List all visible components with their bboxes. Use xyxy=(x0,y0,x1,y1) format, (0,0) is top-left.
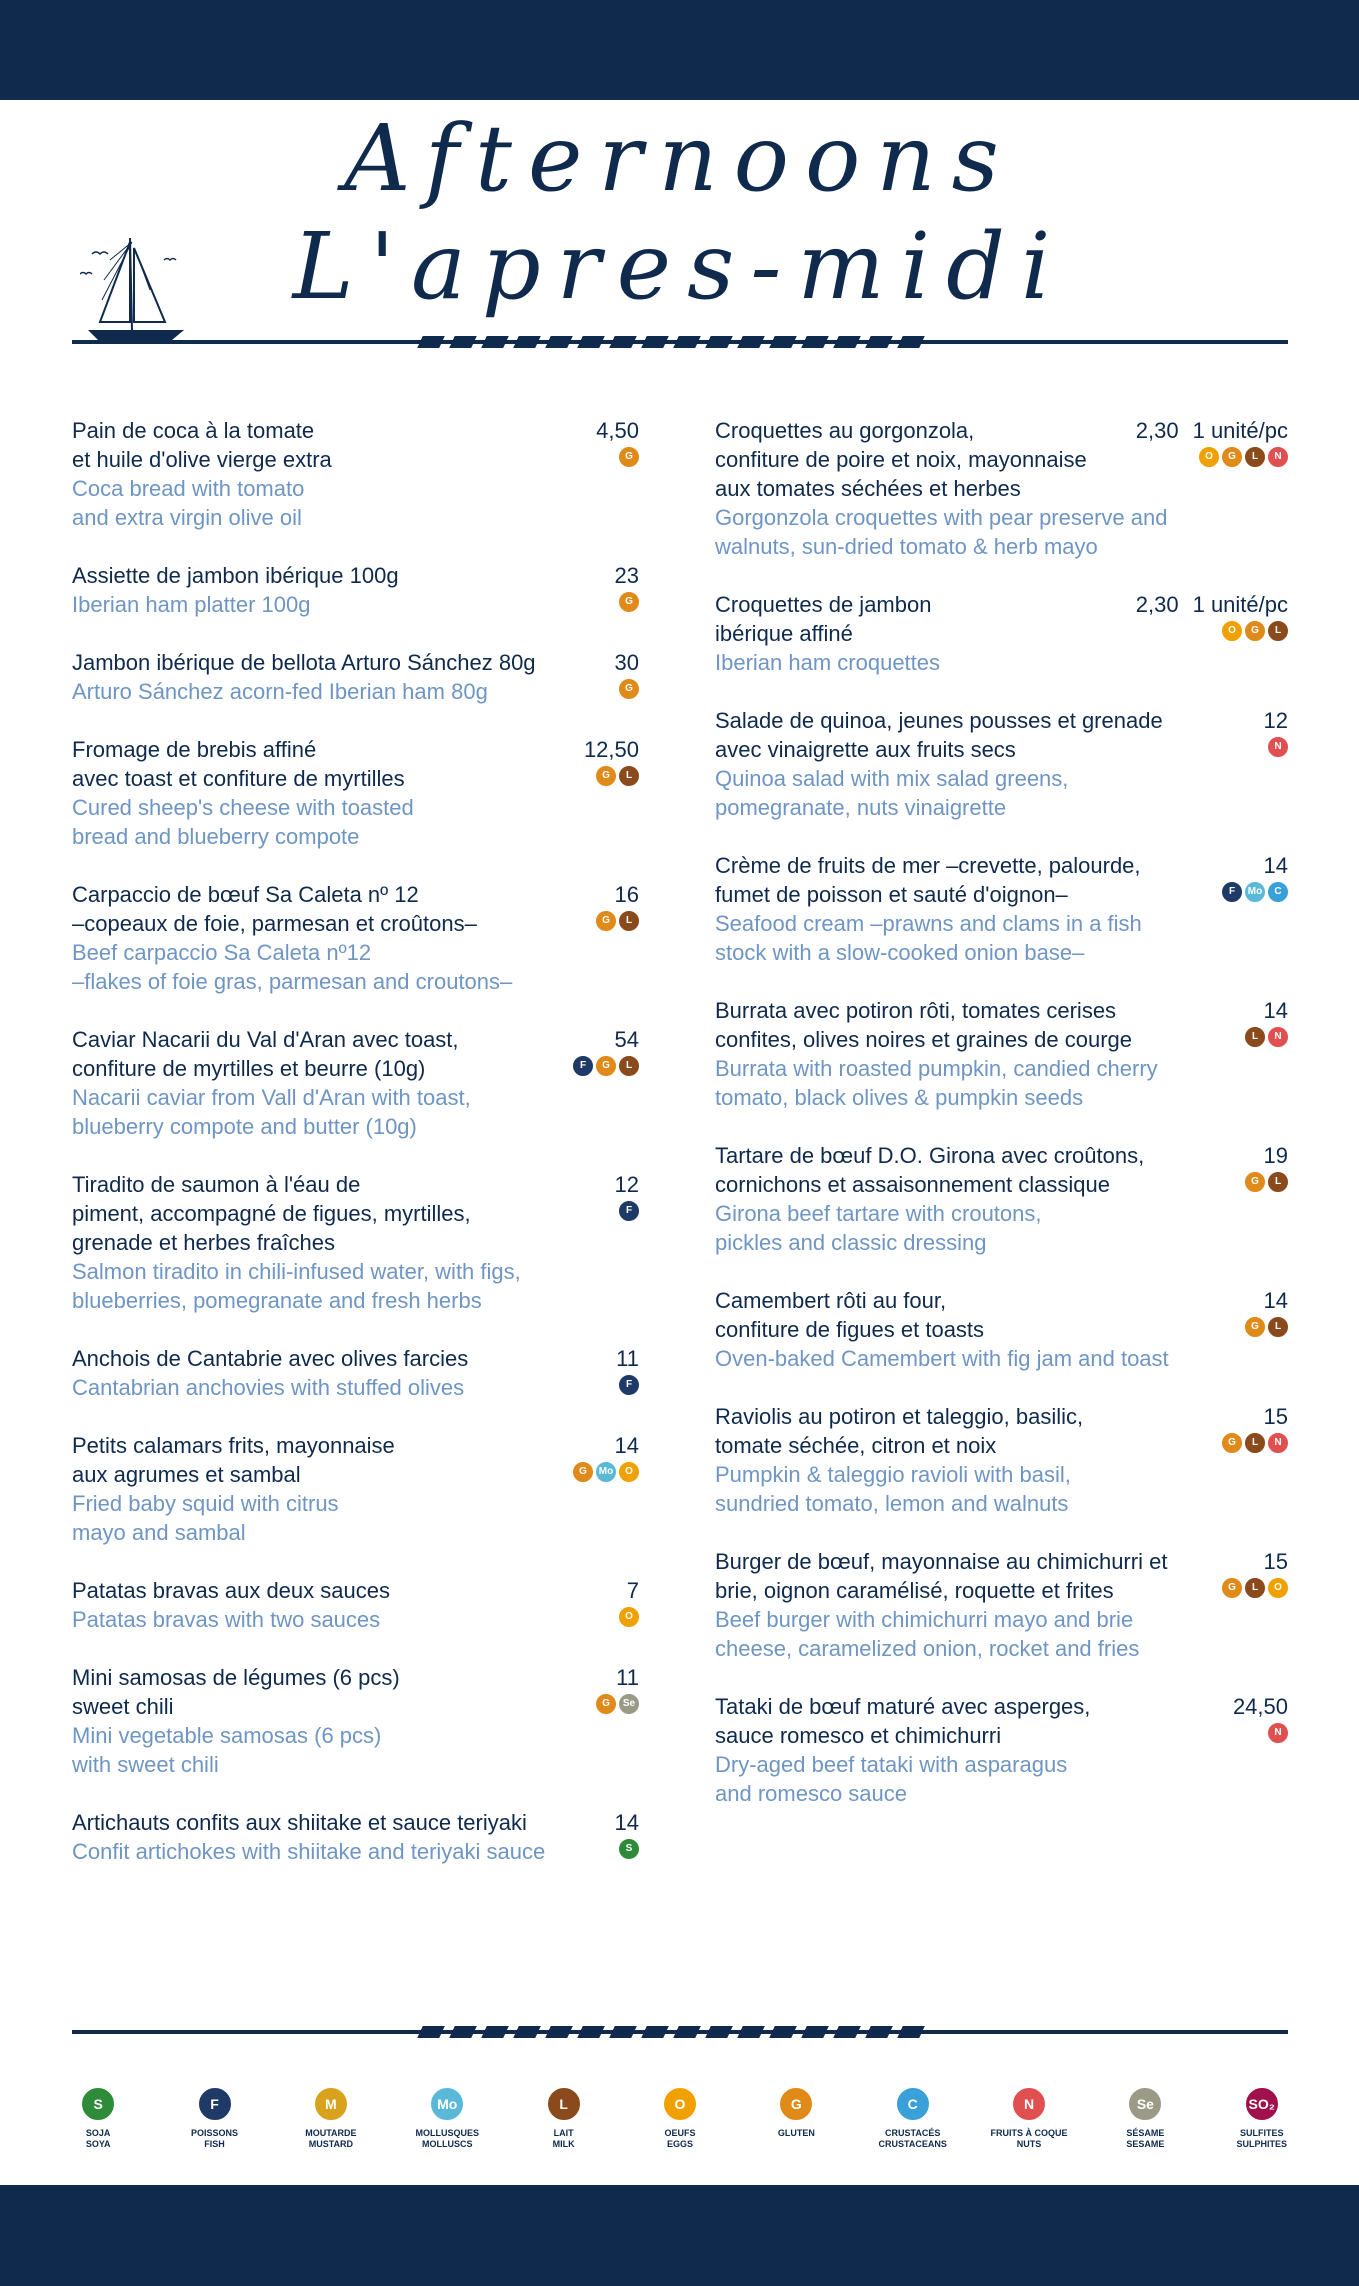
allergen-icons xyxy=(619,1201,639,1221)
menu-item xyxy=(72,561,639,619)
legend-item-mustard xyxy=(276,2088,386,2150)
fish-icon xyxy=(573,1056,593,1076)
menu-item xyxy=(72,1025,639,1141)
legend-label-en: EGGS xyxy=(666,2139,693,2149)
legend-item-sulphites xyxy=(1207,2088,1317,2150)
allergen-icons xyxy=(1245,1172,1288,1192)
menu-column-right xyxy=(715,416,1288,1837)
gluten-icon xyxy=(780,2088,812,2120)
dish-name-en: Iberian ham platter 100g xyxy=(72,592,311,617)
dish-price xyxy=(615,648,639,677)
sesame-icon xyxy=(1129,2088,1161,2120)
price-value: 16 xyxy=(614,882,639,907)
price-value: 23 xyxy=(614,563,639,588)
legend-label xyxy=(625,2128,735,2150)
egg-icon-glyph: O xyxy=(625,1466,633,1477)
dish-name-fr: Artichauts confits aux shiitake et sauce teriyaki xyxy=(72,1810,527,1835)
header-divider-dashes xyxy=(420,336,922,348)
gluten-icon xyxy=(573,1462,593,1482)
dish-price xyxy=(627,1576,639,1605)
price-value: 12 xyxy=(1263,708,1288,733)
dish-name-fr: Petits calamars frits, mayonnaise aux agrumes et sambal xyxy=(72,1433,395,1487)
legend-label-en: MILK xyxy=(552,2139,575,2149)
dish-name-fr: Anchois de Cantabrie avec olives farcies xyxy=(72,1346,469,1371)
price-unit: 1 unité/pc xyxy=(1192,592,1288,617)
dish-price xyxy=(1264,851,1288,880)
dish-name-en: Seafood cream –prawns and clams in a fish stock with a slow-cooked onion base– xyxy=(715,911,1142,965)
egg-icon xyxy=(1268,1578,1288,1598)
legend-item-nuts xyxy=(974,2088,1084,2150)
dish-price xyxy=(596,416,639,445)
gluten-icon-glyph: G xyxy=(1228,1582,1236,1593)
egg-icon-glyph: O xyxy=(674,2096,686,2112)
dish-name-fr: Assiette de jambon ibérique 100g xyxy=(72,563,399,588)
dish-price xyxy=(1264,1402,1288,1431)
menu-item xyxy=(715,1141,1288,1257)
mollusc-icon-glyph: Mo xyxy=(598,1466,614,1477)
menu-item xyxy=(72,648,639,706)
gluten-icon xyxy=(596,911,616,931)
legend-item-sesame xyxy=(1090,2088,1200,2150)
milk-icon-glyph: L xyxy=(1274,1321,1282,1332)
mollusc-icon-glyph: Mo xyxy=(1247,886,1263,897)
price-value: 14 xyxy=(614,1433,639,1458)
egg-icon-glyph: O xyxy=(625,1611,633,1622)
dish-name-fr: Jambon ibérique de bellota Arturo Sánchez 80g xyxy=(72,650,536,675)
legend-label-fr: SULFITES xyxy=(1240,2128,1284,2138)
dish-name-fr: Tartare de bœuf D.O. Girona avec croûtons, cornichons et assaisonnement classique xyxy=(715,1143,1145,1197)
milk-icon-glyph: L xyxy=(625,1060,633,1071)
fish-icon-glyph: F xyxy=(579,1060,587,1071)
menu-item xyxy=(72,1344,639,1402)
dish-name-en: Patatas bravas with two sauces xyxy=(72,1607,381,1632)
crustacean-icon xyxy=(1268,882,1288,902)
nut-icon xyxy=(1013,2088,1045,2120)
legend-label-fr: OEUFS xyxy=(664,2128,696,2138)
dish-name-fr: Salade de quinoa, jeunes pousses et grenade avec vinaigrette aux fruits secs xyxy=(715,708,1163,762)
egg-icon xyxy=(664,2088,696,2120)
dish-price xyxy=(1264,706,1288,735)
sulphite-icon xyxy=(1246,2088,1278,2120)
price-value: 54 xyxy=(614,1027,639,1052)
dish-name-en: Cantabrian anchovies with stuffed olives xyxy=(72,1375,465,1400)
gluten-icon-glyph: G xyxy=(625,596,633,607)
dish-name-en: Quinoa salad with mix salad greens, pomegranate, nuts vinaigrette xyxy=(715,766,1069,820)
legend-label xyxy=(741,2128,851,2139)
fish-icon xyxy=(619,1201,639,1221)
gluten-icon xyxy=(1222,447,1242,467)
legend-label-en: FISH xyxy=(204,2139,225,2149)
legend-label-en: NUTS xyxy=(1016,2139,1042,2149)
dish-price xyxy=(615,561,639,590)
menu-item xyxy=(715,996,1288,1112)
fish-icon-glyph: F xyxy=(1228,886,1236,897)
gluten-icon xyxy=(1222,1578,1242,1598)
dish-name-fr: Burrata avec potiron rôti, tomates cerises confites, olives noires et graines de courge xyxy=(715,998,1133,1052)
price-value: 30 xyxy=(614,650,639,675)
price-value: 2,30 xyxy=(1135,592,1179,617)
dish-name-fr: Carpaccio de bœuf Sa Caleta nº 12 –copeaux de foie, parmesan et croûtons– xyxy=(72,882,477,936)
fish-icon-glyph: F xyxy=(625,1205,633,1216)
milk-icon-glyph: L xyxy=(625,915,633,926)
milk-icon xyxy=(619,766,639,786)
gluten-icon xyxy=(596,766,616,786)
legend-label xyxy=(1090,2128,1200,2150)
milk-icon xyxy=(1245,1578,1265,1598)
egg-icon xyxy=(1222,621,1242,641)
legend-label xyxy=(160,2128,270,2150)
price-value: 15 xyxy=(1263,1549,1288,1574)
allergen-legend xyxy=(40,2088,1320,2150)
dish-name-en: Cured sheep's cheese with toasted bread and blueberry compote xyxy=(72,795,414,849)
price-value: 14 xyxy=(1263,853,1288,878)
menu-item xyxy=(715,590,1288,677)
dish-price xyxy=(1136,590,1288,619)
price-value: 11 xyxy=(616,1346,639,1371)
legend-label-fr: POISSONS xyxy=(191,2128,239,2138)
gluten-icon-glyph: G xyxy=(625,451,633,462)
dish-name-en: Oven-baked Camembert with fig jam and toast xyxy=(715,1346,1169,1371)
dish-price xyxy=(1264,996,1288,1025)
dish-price xyxy=(615,880,639,909)
gluten-icon-glyph: G xyxy=(1251,1176,1259,1187)
soy-icon xyxy=(82,2088,114,2120)
soy-icon-glyph: S xyxy=(93,2096,103,2112)
menu-item xyxy=(72,1663,639,1779)
dish-price xyxy=(1233,1692,1288,1721)
allergen-icons xyxy=(1222,1433,1288,1453)
fish-icon-glyph: F xyxy=(625,1379,633,1390)
price-value: 4,50 xyxy=(596,418,639,443)
soy-icon xyxy=(619,1839,639,1859)
menu-column-left xyxy=(72,416,639,1895)
sesame-icon-glyph: Se xyxy=(622,1698,636,1709)
price-value: 12,50 xyxy=(583,737,639,762)
menu-item xyxy=(72,1170,639,1315)
mollusc-icon xyxy=(1245,882,1265,902)
nut-icon xyxy=(1268,1723,1288,1743)
gluten-icon xyxy=(1245,1172,1265,1192)
legend-label-en: SULPHITES xyxy=(1236,2139,1288,2149)
price-value: 24,50 xyxy=(1232,1694,1288,1719)
fish-icon xyxy=(1222,882,1242,902)
allergen-icons xyxy=(1268,1723,1288,1743)
milk-icon xyxy=(619,1056,639,1076)
allergen-icons xyxy=(619,592,639,612)
legend-label-fr: MOLLUSQUES xyxy=(415,2128,479,2138)
milk-icon-glyph: L xyxy=(1274,625,1282,636)
egg-icon xyxy=(1199,447,1219,467)
allergen-icons xyxy=(573,1462,639,1482)
dish-price xyxy=(1136,416,1288,445)
menu-item xyxy=(72,1808,639,1866)
legend-item-eggs xyxy=(625,2088,735,2150)
dish-name-fr: Caviar Nacarii du Val d'Aran avec toast, confiture de myrtilles et beurre (10g) xyxy=(72,1027,459,1081)
dish-name-fr: Fromage de brebis affiné avec toast et confiture de myrtilles xyxy=(72,737,405,791)
price-value: 11 xyxy=(616,1665,639,1690)
dish-price xyxy=(1264,1141,1288,1170)
dish-name-en: Dry-aged beef tataki with asparagus and romesco sauce xyxy=(715,1752,1068,1806)
legend-label-fr: SOJA xyxy=(85,2128,111,2138)
milk-icon-glyph: L xyxy=(1251,451,1259,462)
mustard-icon-glyph: M xyxy=(325,2096,337,2112)
allergen-icons xyxy=(1222,882,1288,902)
dish-price xyxy=(616,1344,639,1373)
gluten-icon xyxy=(1245,1317,1265,1337)
legend-label xyxy=(276,2128,386,2150)
legend-label xyxy=(43,2128,153,2150)
dish-name-en: Confit artichokes with shiitake and teriyaki sauce xyxy=(72,1839,546,1864)
milk-icon-glyph: L xyxy=(1251,1582,1259,1593)
gluten-icon-glyph: G xyxy=(579,1466,587,1477)
dish-name-fr: Burger de bœuf, mayonnaise au chimichurri et brie, oignon caramélisé, roquette et frites xyxy=(715,1549,1168,1603)
gluten-icon-glyph: G xyxy=(602,915,610,926)
legend-item-gluten xyxy=(741,2088,851,2150)
milk-icon-glyph: L xyxy=(1251,1437,1259,1448)
egg-icon-glyph: O xyxy=(1205,451,1213,462)
milk-icon xyxy=(1268,621,1288,641)
gluten-icon xyxy=(1245,621,1265,641)
nut-icon-glyph: N xyxy=(1023,2096,1035,2112)
gluten-icon-glyph: G xyxy=(602,1060,610,1071)
legend-label xyxy=(974,2128,1084,2150)
dish-name-en: Arturo Sánchez acorn-fed Iberian ham 80g xyxy=(72,679,488,704)
egg-icon-glyph: O xyxy=(1274,1582,1282,1593)
dish-price xyxy=(1264,1286,1288,1315)
menu-title xyxy=(0,105,1359,321)
dish-name-fr: Croquettes de jambon ibérique affiné xyxy=(715,592,932,646)
dish-price xyxy=(615,1431,639,1460)
menu-item xyxy=(72,735,639,851)
nut-icon-glyph: N xyxy=(1274,1031,1282,1042)
allergen-icons xyxy=(1222,1578,1288,1598)
milk-icon xyxy=(548,2088,580,2120)
milk-icon xyxy=(1268,1317,1288,1337)
dish-name-fr: Crème de fruits de mer –crevette, palourde, fumet de poisson et sauté d'oignon– xyxy=(715,853,1141,907)
allergen-icons xyxy=(619,1375,639,1395)
gluten-icon xyxy=(619,447,639,467)
gluten-icon-glyph: G xyxy=(625,683,633,694)
menu-item xyxy=(72,416,639,532)
price-value: 15 xyxy=(1263,1404,1288,1429)
dish-name-en: Beef carpaccio Sa Caleta nº12 –flakes of foie gras, parmesan and croutons– xyxy=(72,940,513,994)
legend-label-en: MOLLUSCS xyxy=(422,2139,473,2149)
milk-icon-glyph: L xyxy=(1274,1176,1282,1187)
milk-icon xyxy=(1245,1433,1265,1453)
menu-item xyxy=(715,851,1288,967)
dish-name-fr: Patatas bravas aux deux sauces xyxy=(72,1578,390,1603)
egg-icon xyxy=(619,1462,639,1482)
menu-item xyxy=(715,706,1288,822)
nut-icon xyxy=(1268,1433,1288,1453)
dish-name-en: Pumpkin & taleggio ravioli with basil, sundried tomato, lemon and walnuts xyxy=(715,1462,1071,1516)
top-band xyxy=(0,0,1359,100)
dish-price xyxy=(615,1170,639,1199)
mollusc-icon xyxy=(431,2088,463,2120)
mollusc-icon-glyph: Mo xyxy=(437,2096,458,2112)
nut-icon-glyph: N xyxy=(1274,1727,1282,1738)
price-value: 2,30 xyxy=(1135,418,1179,443)
legend-item-molluscs xyxy=(392,2088,502,2150)
nut-icon-glyph: N xyxy=(1274,451,1282,462)
dish-name-en: Iberian ham croquettes xyxy=(715,650,941,675)
price-value: 19 xyxy=(1263,1143,1288,1168)
dish-name-fr: Raviolis au potiron et taleggio, basilic, tomate séchée, citron et noix xyxy=(715,1404,1084,1458)
title-english: Afternoons xyxy=(344,105,1015,212)
milk-icon xyxy=(1245,447,1265,467)
legend-item-soy xyxy=(43,2088,153,2150)
dish-name-fr: Tiradito de saumon à l'éau de piment, accompagné de figues, myrtilles, grenade et herbes fraîches xyxy=(72,1172,471,1255)
gluten-icon-glyph: G xyxy=(602,770,610,781)
legend-item-fish xyxy=(160,2088,270,2150)
menu-item xyxy=(715,416,1288,561)
crustacean-icon xyxy=(897,2088,929,2120)
dish-name-en: Mini vegetable samosas (6 pcs) with sweet chili xyxy=(72,1723,382,1777)
legend-label-fr: LAIT xyxy=(553,2128,574,2138)
dish-name-en: Salmon tiradito in chili-infused water, with figs, blueberries, pomegranate and fresh herbs xyxy=(72,1259,521,1313)
allergen-icons xyxy=(619,447,639,467)
legend-item-crustaceans xyxy=(858,2088,968,2150)
dish-price xyxy=(616,1663,639,1692)
legend-label xyxy=(392,2128,502,2150)
legend-label xyxy=(509,2128,619,2150)
sesame-icon-glyph: Se xyxy=(1136,2096,1154,2112)
egg-icon xyxy=(619,1607,639,1627)
nut-icon xyxy=(1268,1027,1288,1047)
menu-item xyxy=(72,880,639,996)
fish-icon xyxy=(199,2088,231,2120)
legend-label xyxy=(1207,2128,1317,2150)
price-value: 14 xyxy=(614,1810,639,1835)
allergen-icons xyxy=(1268,737,1288,757)
sesame-icon xyxy=(619,1694,639,1714)
dish-price xyxy=(584,735,639,764)
menu-item xyxy=(72,1431,639,1547)
egg-icon-glyph: O xyxy=(1228,625,1236,636)
dish-name-en: Burrata with roasted pumpkin, candied cherry tomato, black olives & pumpkin seeds xyxy=(715,1056,1158,1110)
legend-label-fr: GLUTEN xyxy=(777,2128,815,2138)
crustacean-icon-glyph: C xyxy=(1274,886,1282,897)
nut-icon-glyph: N xyxy=(1274,741,1282,752)
fish-icon-glyph: F xyxy=(210,2096,219,2112)
legend-label-en: MUSTARD xyxy=(308,2139,354,2149)
gluten-icon xyxy=(596,1694,616,1714)
crustacean-icon-glyph: C xyxy=(907,2096,918,2112)
gluten-icon-glyph: G xyxy=(1228,451,1236,462)
milk-icon-glyph: L xyxy=(559,2096,568,2112)
fish-icon xyxy=(619,1375,639,1395)
dish-name-fr: Tataki de bœuf maturé avec asperges, sauce romesco et chimichurri xyxy=(715,1694,1091,1748)
allergen-icons xyxy=(573,1056,639,1076)
milk-icon xyxy=(619,911,639,931)
dish-name-fr: Pain de coca à la tomate et huile d'olive vierge extra xyxy=(72,418,332,472)
legend-label-fr: MOUTARDE xyxy=(305,2128,357,2138)
allergen-icons xyxy=(596,766,639,786)
allergen-icons xyxy=(596,911,639,931)
gluten-icon xyxy=(619,592,639,612)
footer-divider-dashes xyxy=(420,2026,922,2038)
price-value: 14 xyxy=(1263,1288,1288,1313)
gluten-icon xyxy=(1222,1433,1242,1453)
gluten-icon-glyph: G xyxy=(1251,1321,1259,1332)
legend-label-fr: CRUSTACÉS xyxy=(885,2128,941,2138)
gluten-icon-glyph: G xyxy=(602,1698,610,1709)
dish-name-fr: Croquettes au gorgonzola, confiture de poire et noix, mayonnaise aux tomates séchées et herbes xyxy=(715,418,1087,501)
milk-icon-glyph: L xyxy=(1251,1031,1259,1042)
legend-label-fr: SÉSAME xyxy=(1126,2128,1165,2138)
allergen-icons xyxy=(1245,1317,1288,1337)
menu-item xyxy=(715,1692,1288,1808)
title-french: L'apres-midi xyxy=(292,213,1067,320)
legend-label-en: SESAME xyxy=(1126,2139,1165,2149)
allergen-icons xyxy=(1199,447,1288,467)
soy-icon-glyph: S xyxy=(625,1843,633,1854)
dish-name-en: Coca bread with tomato and extra virgin olive oil xyxy=(72,476,305,530)
allergen-icons xyxy=(619,679,639,699)
menu-item xyxy=(715,1286,1288,1373)
dish-price xyxy=(615,1025,639,1054)
milk-icon xyxy=(1245,1027,1265,1047)
allergen-icons xyxy=(1222,621,1288,641)
nut-icon xyxy=(1268,737,1288,757)
milk-icon-glyph: L xyxy=(625,770,633,781)
dish-name-fr: Camembert rôti au four, confiture de figues et toasts xyxy=(715,1288,985,1342)
milk-icon xyxy=(1268,1172,1288,1192)
dish-name-en: Nacarii caviar from Vall d'Aran with toast, blueberry compote and butter (10g) xyxy=(72,1085,471,1139)
mustard-icon xyxy=(315,2088,347,2120)
dish-price xyxy=(1264,1547,1288,1576)
gluten-icon-glyph: G xyxy=(1228,1437,1236,1448)
dish-price xyxy=(615,1808,639,1837)
legend-label-en: CRUSTACEANS xyxy=(878,2139,947,2149)
dish-name-fr: Mini samosas de légumes (6 pcs) sweet chili xyxy=(72,1665,400,1719)
menu-item xyxy=(715,1547,1288,1663)
gluten-icon xyxy=(619,679,639,699)
price-value: 12 xyxy=(614,1172,639,1197)
dish-name-en: Fried baby squid with citrus mayo and sambal xyxy=(72,1491,339,1545)
menu-item xyxy=(715,1402,1288,1518)
legend-label-en: SOYA xyxy=(85,2139,111,2149)
allergen-icons xyxy=(619,1607,639,1627)
gluten-icon-glyph: G xyxy=(790,2096,802,2112)
gluten-icon-glyph: G xyxy=(1251,625,1259,636)
price-value: 14 xyxy=(1263,998,1288,1023)
dish-name-en: Gorgonzola croquettes with pear preserve and walnuts, sun-dried tomato & herb mayo xyxy=(715,505,1168,559)
nut-icon-glyph: N xyxy=(1274,1437,1282,1448)
legend-label xyxy=(858,2128,968,2150)
price-unit: 1 unité/pc xyxy=(1192,418,1288,443)
allergen-icons xyxy=(596,1694,639,1714)
legend-item-milk xyxy=(509,2088,619,2150)
dish-name-en: Girona beef tartare with croutons, pickles and classic dressing xyxy=(715,1201,1042,1255)
sulphite-icon-glyph: SO₂ xyxy=(1248,2096,1275,2112)
legend-label-fr: FRUITS À COQUE xyxy=(990,2128,1068,2138)
allergen-icons xyxy=(619,1839,639,1859)
mollusc-icon xyxy=(596,1462,616,1482)
menu-item xyxy=(72,1576,639,1634)
bottom-band xyxy=(0,2185,1359,2286)
price-value: 7 xyxy=(626,1578,639,1603)
sailboat-icon xyxy=(80,230,200,350)
allergen-icons xyxy=(1245,1027,1288,1047)
nut-icon xyxy=(1268,447,1288,467)
dish-name-en: Beef burger with chimichurri mayo and brie cheese, caramelized onion, rocket and fries xyxy=(715,1607,1140,1661)
gluten-icon xyxy=(596,1056,616,1076)
